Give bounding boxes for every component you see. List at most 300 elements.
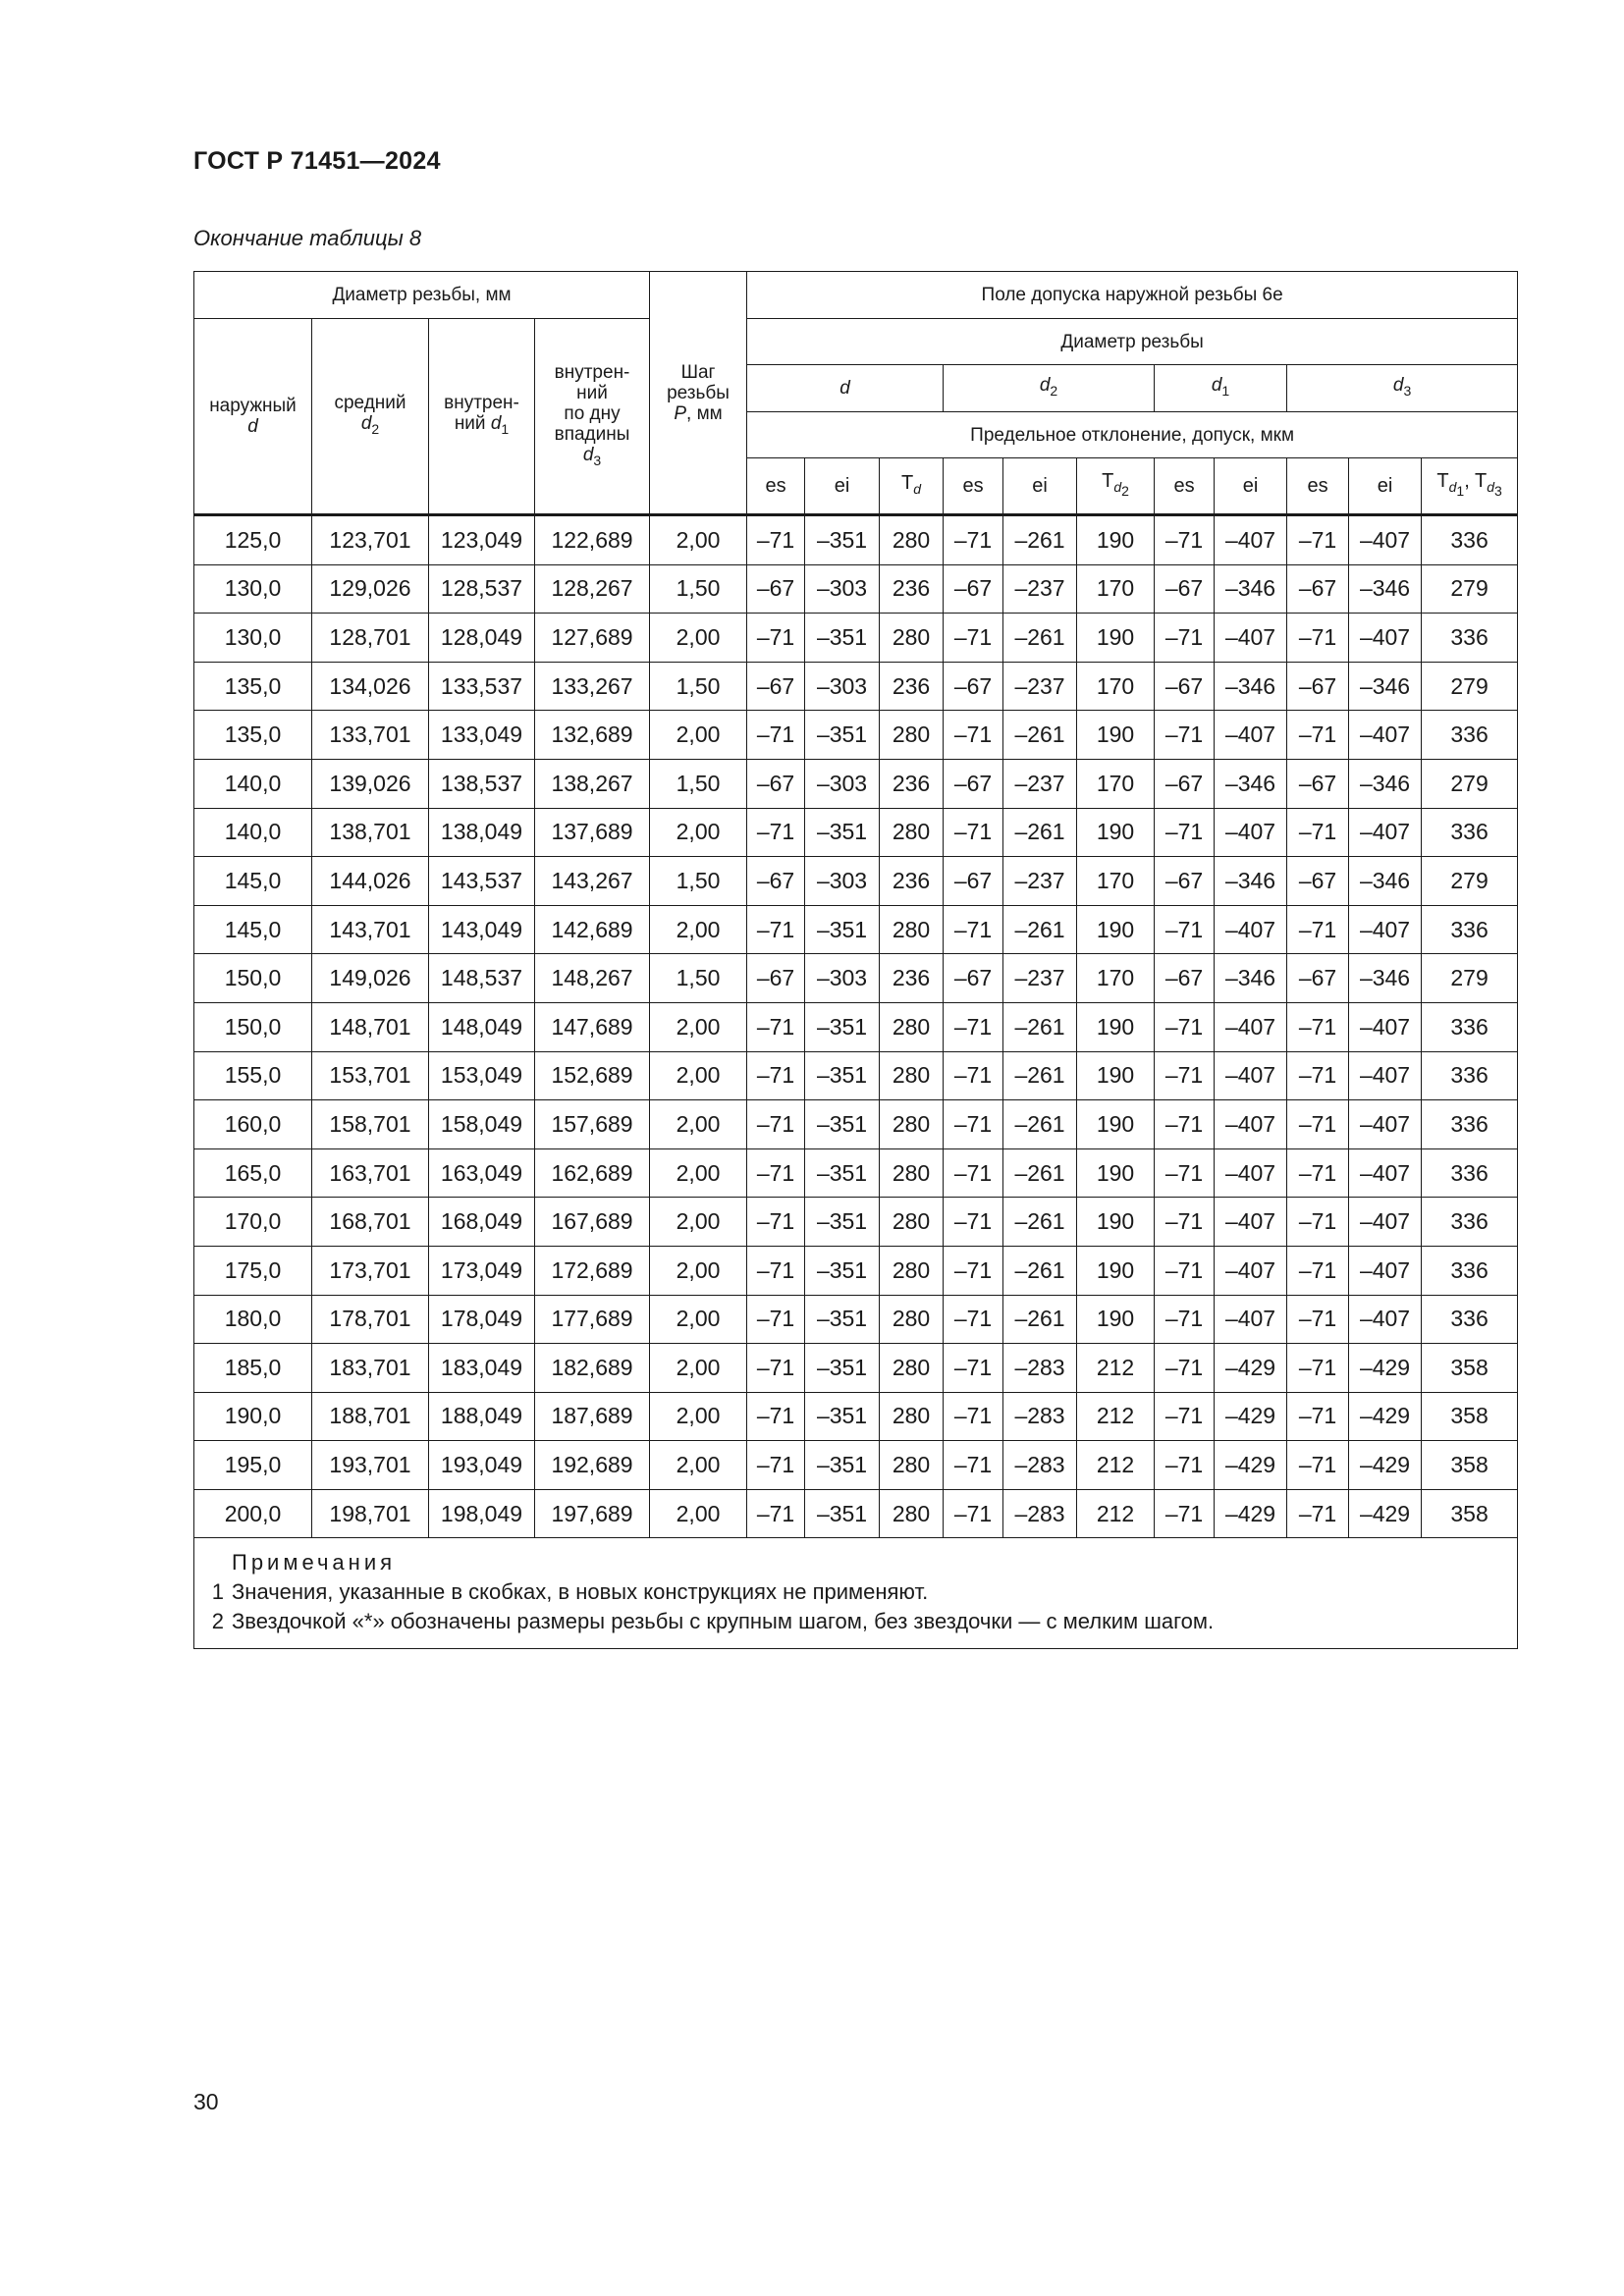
- table-cell: –71: [1155, 711, 1215, 760]
- table-cell: –71: [1287, 1198, 1349, 1247]
- table-cell: 158,701: [312, 1100, 429, 1149]
- table-cell: –351: [805, 711, 880, 760]
- table-cell: 143,267: [535, 857, 650, 906]
- table-cell: –351: [805, 1148, 880, 1198]
- table-cell: 182,689: [535, 1344, 650, 1393]
- header-diameter-sub: Диаметр резьбы: [747, 319, 1518, 365]
- table-cell: –407: [1215, 905, 1287, 954]
- table-cell: 336: [1422, 1100, 1518, 1149]
- table-cell: 280: [880, 1392, 944, 1441]
- table-row: [194, 1344, 1518, 1393]
- table-cell: 280: [880, 1002, 944, 1051]
- table-cell: –429: [1349, 1489, 1422, 1538]
- table-cell: 139,026: [312, 759, 429, 808]
- table-cell: 358: [1422, 1441, 1518, 1490]
- table-cell: –71: [747, 1246, 805, 1295]
- table-cell: –67: [1155, 954, 1215, 1003]
- table-cell: –71: [944, 711, 1003, 760]
- table-cell: 2,00: [650, 515, 747, 565]
- table-cell: –346: [1215, 857, 1287, 906]
- table-cell: 280: [880, 1051, 944, 1100]
- table-cell: 195,0: [194, 1441, 312, 1490]
- table-cell: 172,689: [535, 1246, 650, 1295]
- table-cell: 280: [880, 1344, 944, 1393]
- table-cell: 280: [880, 808, 944, 857]
- table-cell: –71: [1155, 905, 1215, 954]
- table-cell: –429: [1349, 1344, 1422, 1393]
- table-cell: –283: [1003, 1392, 1077, 1441]
- table-cell: –67: [944, 857, 1003, 906]
- table-cell: 178,049: [429, 1295, 535, 1344]
- thread-tolerance-table: [193, 271, 1518, 1649]
- table-cell: –71: [1155, 614, 1215, 663]
- table-cell: –71: [1155, 1198, 1215, 1247]
- document-header: ГОСТ Р 71451—2024: [193, 147, 441, 175]
- table-row: [194, 614, 1518, 663]
- table-cell: 280: [880, 614, 944, 663]
- table-cell: –71: [1287, 711, 1349, 760]
- table-cell: 180,0: [194, 1295, 312, 1344]
- table-cell: 140,0: [194, 759, 312, 808]
- table-cell: –261: [1003, 515, 1077, 565]
- table-cell: –351: [805, 1295, 880, 1344]
- table-cell: 143,537: [429, 857, 535, 906]
- table-cell: –407: [1349, 711, 1422, 760]
- table-cell: 170: [1077, 954, 1155, 1003]
- table-cell: –407: [1215, 1246, 1287, 1295]
- table-cell: 148,701: [312, 1002, 429, 1051]
- table-cell: 280: [880, 1148, 944, 1198]
- table-cell: 190: [1077, 1051, 1155, 1100]
- table-cell: 2,00: [650, 905, 747, 954]
- header-es: es: [1287, 458, 1349, 515]
- table-cell: –346: [1349, 857, 1422, 906]
- table-cell: 168,049: [429, 1198, 535, 1247]
- table-cell: 2,00: [650, 1392, 747, 1441]
- table-cell: –261: [1003, 1148, 1077, 1198]
- table-cell: 280: [880, 905, 944, 954]
- table-cell: 173,701: [312, 1246, 429, 1295]
- table-cell: 212: [1077, 1344, 1155, 1393]
- table-cell: 2,00: [650, 1100, 747, 1149]
- table-cell: 2,00: [650, 1198, 747, 1247]
- table-cell: –67: [1155, 759, 1215, 808]
- table-cell: 236: [880, 759, 944, 808]
- table-cell: 2,00: [650, 1051, 747, 1100]
- table-cell: 162,689: [535, 1148, 650, 1198]
- table-cell: 336: [1422, 614, 1518, 663]
- table-cell: –71: [1155, 1295, 1215, 1344]
- header-es: es: [1155, 458, 1215, 515]
- table-cell: –67: [747, 564, 805, 614]
- table-cell: 170: [1077, 857, 1155, 906]
- table-cell: –261: [1003, 1100, 1077, 1149]
- table-row: [194, 515, 1518, 565]
- table-cell: –71: [1287, 1100, 1349, 1149]
- table-cell: –346: [1349, 954, 1422, 1003]
- table-cell: 280: [880, 1441, 944, 1490]
- table-cell: 125,0: [194, 515, 312, 565]
- table-cell: –283: [1003, 1441, 1077, 1490]
- table-cell: –261: [1003, 1051, 1077, 1100]
- table-cell: 193,049: [429, 1441, 535, 1490]
- table-cell: –71: [747, 1100, 805, 1149]
- table-cell: 153,701: [312, 1051, 429, 1100]
- table-cell: 279: [1422, 759, 1518, 808]
- header-root-diameter: внутрен- ний по дну впадины $d_3$: [535, 319, 650, 515]
- table-cell: 163,701: [312, 1148, 429, 1198]
- table-cell: 138,049: [429, 808, 535, 857]
- header-d2: $d_2$: [944, 365, 1155, 412]
- table-cell: –237: [1003, 857, 1077, 906]
- table-cell: –351: [805, 1344, 880, 1393]
- table-cell: 157,689: [535, 1100, 650, 1149]
- table-cell: –407: [1349, 515, 1422, 565]
- table-row: [194, 1002, 1518, 1051]
- table-cell: 200,0: [194, 1489, 312, 1538]
- table-cell: –407: [1349, 614, 1422, 663]
- table-row: [194, 1246, 1518, 1295]
- table-cell: –303: [805, 954, 880, 1003]
- table-caption: Окончание таблицы 8: [193, 226, 422, 250]
- table-cell: –71: [747, 515, 805, 565]
- table-cell: –346: [1215, 954, 1287, 1003]
- table-cell: –71: [944, 1295, 1003, 1344]
- table-cell: 280: [880, 1100, 944, 1149]
- table-cell: –67: [1155, 857, 1215, 906]
- table-cell: 1,50: [650, 857, 747, 906]
- table-row: [194, 662, 1518, 711]
- table-cell: –67: [747, 662, 805, 711]
- table-cell: –261: [1003, 808, 1077, 857]
- table-cell: 1,50: [650, 564, 747, 614]
- table-cell: –71: [1287, 614, 1349, 663]
- table-cell: –407: [1215, 1100, 1287, 1149]
- table-cell: –407: [1349, 808, 1422, 857]
- table-cell: –261: [1003, 614, 1077, 663]
- table-cell: 173,049: [429, 1246, 535, 1295]
- table-cell: 1,50: [650, 662, 747, 711]
- table-cell: 188,701: [312, 1392, 429, 1441]
- table-cell: 165,0: [194, 1148, 312, 1198]
- table-cell: 236: [880, 564, 944, 614]
- table-cell: 2,00: [650, 1148, 747, 1198]
- table-cell: 2,00: [650, 1441, 747, 1490]
- table-cell: 190,0: [194, 1392, 312, 1441]
- table-cell: –429: [1215, 1489, 1287, 1538]
- table-cell: –407: [1349, 1051, 1422, 1100]
- table-cell: –346: [1349, 662, 1422, 711]
- table-cell: –67: [944, 759, 1003, 808]
- table-cell: –71: [944, 905, 1003, 954]
- table-cell: –303: [805, 564, 880, 614]
- header-ei: ei: [805, 458, 880, 515]
- table-cell: –71: [1287, 1344, 1349, 1393]
- table-cell: 358: [1422, 1489, 1518, 1538]
- table-cell: –71: [944, 808, 1003, 857]
- header-deviation: Предельное отклонение, допуск, мкм: [747, 412, 1518, 458]
- table-cell: –351: [805, 1246, 880, 1295]
- table-cell: –71: [1287, 1392, 1349, 1441]
- header-ei: ei: [1215, 458, 1287, 515]
- header-inner-diameter: внутрен- ний $d_1$: [429, 319, 535, 515]
- table-cell: –71: [944, 1344, 1003, 1393]
- table-cell: 137,689: [535, 808, 650, 857]
- table-cell: –67: [747, 857, 805, 906]
- table-cell: 142,689: [535, 905, 650, 954]
- table-cell: 212: [1077, 1489, 1155, 1538]
- table-cell: 336: [1422, 711, 1518, 760]
- note-item: 2 Звездочкой «*» обозначены размеры резьбы с крупным шагом, без звездочки — с мелким шагом.: [211, 1609, 1215, 1634]
- table-cell: –71: [944, 1441, 1003, 1490]
- table-cell: 153,049: [429, 1051, 535, 1100]
- table-cell: –71: [1287, 1295, 1349, 1344]
- table-cell: 129,026: [312, 564, 429, 614]
- table-cell: –67: [747, 954, 805, 1003]
- table-cell: –407: [1215, 1295, 1287, 1344]
- table-cell: –237: [1003, 564, 1077, 614]
- table-cell: –351: [805, 1441, 880, 1490]
- table-cell: 123,701: [312, 515, 429, 565]
- header-outer-diameter: наружный d: [194, 319, 312, 515]
- table-cell: 145,0: [194, 905, 312, 954]
- header-ei: ei: [1349, 458, 1422, 515]
- table-cell: 127,689: [535, 614, 650, 663]
- table-cell: 187,689: [535, 1392, 650, 1441]
- table-cell: 133,701: [312, 711, 429, 760]
- table-cell: –407: [1215, 1051, 1287, 1100]
- table-cell: –71: [747, 614, 805, 663]
- table-cell: 280: [880, 1246, 944, 1295]
- table-cell: 336: [1422, 515, 1518, 565]
- table-cell: 143,701: [312, 905, 429, 954]
- table-cell: 170: [1077, 564, 1155, 614]
- table-cell: –71: [1155, 1148, 1215, 1198]
- table-cell: –71: [747, 1002, 805, 1051]
- table-cell: 190: [1077, 808, 1155, 857]
- table-cell: 190: [1077, 711, 1155, 760]
- table-cell: –71: [944, 614, 1003, 663]
- table-cell: –67: [1287, 759, 1349, 808]
- table-cell: –71: [747, 1392, 805, 1441]
- table-cell: 358: [1422, 1344, 1518, 1393]
- table-row: [194, 759, 1518, 808]
- table-cell: –71: [747, 1148, 805, 1198]
- table-cell: 148,537: [429, 954, 535, 1003]
- table-cell: –67: [944, 662, 1003, 711]
- table-cell: 280: [880, 515, 944, 565]
- table-cell: 192,689: [535, 1441, 650, 1490]
- table-cell: 279: [1422, 564, 1518, 614]
- table-head: [194, 272, 1518, 515]
- table-cell: 2,00: [650, 1246, 747, 1295]
- table-cell: –71: [944, 1246, 1003, 1295]
- table-cell: 236: [880, 857, 944, 906]
- table-cell: 190: [1077, 1148, 1155, 1198]
- table-cell: –71: [944, 1198, 1003, 1247]
- table-cell: –71: [1155, 1344, 1215, 1393]
- table-cell: –71: [1287, 1441, 1349, 1490]
- table-cell: –71: [1155, 1392, 1215, 1441]
- table-cell: –261: [1003, 1002, 1077, 1051]
- table-cell: 148,267: [535, 954, 650, 1003]
- table-cell: –67: [1155, 564, 1215, 614]
- table-cell: –351: [805, 1392, 880, 1441]
- table-cell: 170: [1077, 759, 1155, 808]
- table-cell: –67: [1287, 662, 1349, 711]
- header-d1: $d_1$: [1155, 365, 1287, 412]
- header-es: es: [944, 458, 1003, 515]
- table-cell: 149,026: [312, 954, 429, 1003]
- table-cell: –71: [1155, 1051, 1215, 1100]
- table-cell: –346: [1215, 759, 1287, 808]
- page-number: 30: [193, 2089, 219, 2114]
- table-cell: 188,049: [429, 1392, 535, 1441]
- header-td2: $T_{d_2}$: [1077, 458, 1155, 515]
- table-cell: 193,701: [312, 1441, 429, 1490]
- table-row: [194, 711, 1518, 760]
- table-cell: –71: [747, 1441, 805, 1490]
- table-cell: –303: [805, 857, 880, 906]
- table-cell: –346: [1349, 564, 1422, 614]
- header-middle-diameter: средний $d_2$: [312, 319, 429, 515]
- table-cell: 185,0: [194, 1344, 312, 1393]
- table-cell: 128,537: [429, 564, 535, 614]
- table-cell: –71: [1287, 1051, 1349, 1100]
- table-cell: 134,026: [312, 662, 429, 711]
- table-cell: –351: [805, 1100, 880, 1149]
- header-td1-td3: $T_{d_1}$, $T_{d_3}$: [1422, 458, 1518, 515]
- header-d: d: [747, 365, 944, 412]
- table-cell: –71: [1155, 1002, 1215, 1051]
- table-cell: 128,049: [429, 614, 535, 663]
- table-cell: –407: [1349, 1002, 1422, 1051]
- notes-block: [194, 1538, 1518, 1649]
- table-cell: 150,0: [194, 1002, 312, 1051]
- table-cell: –351: [805, 1489, 880, 1538]
- table-cell: –407: [1215, 614, 1287, 663]
- table-cell: 178,701: [312, 1295, 429, 1344]
- table-row: [194, 905, 1518, 954]
- table-cell: –71: [1287, 905, 1349, 954]
- table-cell: –351: [805, 1198, 880, 1247]
- table-cell: 130,0: [194, 564, 312, 614]
- table-cell: –71: [747, 1489, 805, 1538]
- table-cell: 190: [1077, 1100, 1155, 1149]
- table-cell: 1,50: [650, 954, 747, 1003]
- table-cell: –407: [1349, 905, 1422, 954]
- table-cell: 190: [1077, 515, 1155, 565]
- table-cell: –71: [1287, 1002, 1349, 1051]
- table-cell: –237: [1003, 759, 1077, 808]
- table-cell: –71: [747, 1198, 805, 1247]
- table-cell: –71: [944, 1148, 1003, 1198]
- table-row: [194, 1148, 1518, 1198]
- table-cell: 163,049: [429, 1148, 535, 1198]
- table-cell: 2,00: [650, 1002, 747, 1051]
- table-cell: –407: [1215, 808, 1287, 857]
- table-cell: 128,701: [312, 614, 429, 663]
- table-cell: –71: [944, 1392, 1003, 1441]
- table-cell: 158,049: [429, 1100, 535, 1149]
- table-cell: 160,0: [194, 1100, 312, 1149]
- table-cell: 143,049: [429, 905, 535, 954]
- table-cell: 133,537: [429, 662, 535, 711]
- table-cell: –407: [1215, 1148, 1287, 1198]
- table-cell: 212: [1077, 1392, 1155, 1441]
- table-row: [194, 1489, 1518, 1538]
- table-cell: –71: [1287, 1489, 1349, 1538]
- table-cell: 197,689: [535, 1489, 650, 1538]
- table-cell: –71: [747, 1295, 805, 1344]
- table-cell: 128,267: [535, 564, 650, 614]
- table-cell: –67: [1287, 857, 1349, 906]
- table-cell: –407: [1349, 1295, 1422, 1344]
- table-cell: 130,0: [194, 614, 312, 663]
- table-cell: 190: [1077, 1002, 1155, 1051]
- table-cell: –71: [1155, 808, 1215, 857]
- table-cell: 152,689: [535, 1051, 650, 1100]
- table-cell: 336: [1422, 1051, 1518, 1100]
- table-cell: 175,0: [194, 1246, 312, 1295]
- table-cell: –407: [1215, 711, 1287, 760]
- table-cell: 2,00: [650, 808, 747, 857]
- table-row: [194, 1441, 1518, 1490]
- table-cell: 2,00: [650, 711, 747, 760]
- table-cell: 190: [1077, 905, 1155, 954]
- table-row: [194, 1051, 1518, 1100]
- table-cell: –261: [1003, 1198, 1077, 1247]
- table-cell: –71: [747, 905, 805, 954]
- table-cell: –71: [1287, 1148, 1349, 1198]
- table-cell: 212: [1077, 1441, 1155, 1490]
- table-cell: 138,701: [312, 808, 429, 857]
- table-cell: –429: [1215, 1344, 1287, 1393]
- table-cell: –71: [747, 808, 805, 857]
- table-cell: 336: [1422, 1002, 1518, 1051]
- table-cell: 2,00: [650, 1295, 747, 1344]
- table-cell: –351: [805, 614, 880, 663]
- table-cell: 2,00: [650, 614, 747, 663]
- table-cell: 145,0: [194, 857, 312, 906]
- table-cell: –407: [1349, 1198, 1422, 1247]
- table-cell: 183,049: [429, 1344, 535, 1393]
- table-cell: –67: [944, 954, 1003, 1003]
- header-diameter-group: Диаметр резьбы, мм: [194, 272, 650, 319]
- table-cell: –351: [805, 1051, 880, 1100]
- table-cell: –346: [1215, 662, 1287, 711]
- table-cell: –71: [1287, 808, 1349, 857]
- table-cell: 198,701: [312, 1489, 429, 1538]
- table-cell: 279: [1422, 662, 1518, 711]
- table-cell: 336: [1422, 905, 1518, 954]
- table-cell: 170: [1077, 662, 1155, 711]
- table-cell: 336: [1422, 1198, 1518, 1247]
- table-cell: –429: [1349, 1392, 1422, 1441]
- table-cell: –407: [1349, 1148, 1422, 1198]
- table-cell: 190: [1077, 1198, 1155, 1247]
- table-cell: 135,0: [194, 711, 312, 760]
- header-td: $T_d$: [880, 458, 944, 515]
- table-row: [194, 1392, 1518, 1441]
- table-cell: 177,689: [535, 1295, 650, 1344]
- table-cell: –71: [747, 1344, 805, 1393]
- header-ei: ei: [1003, 458, 1077, 515]
- table-cell: –71: [747, 1051, 805, 1100]
- table-cell: –67: [1287, 564, 1349, 614]
- table-cell: –261: [1003, 711, 1077, 760]
- table-cell: 280: [880, 711, 944, 760]
